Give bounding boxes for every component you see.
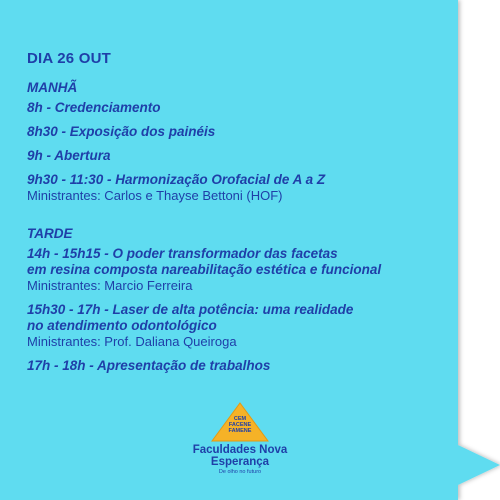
schedule-item [27,246,447,294]
schedule-item [27,358,447,374]
schedule-item [27,302,447,350]
school-name-line2: Esperança [210,456,270,468]
ministrantes: Ministrantes: Carlos e Thayse Bettoni (HOF) [27,188,283,203]
schedule-item [27,148,447,164]
schedule-item [27,124,447,140]
afternoon-label: TARDE [27,226,73,241]
schedule-item [27,100,447,116]
ministrantes: Ministrantes: Marcio Ferreira [27,278,193,293]
triangle-logo-icon [210,402,270,442]
item-title: 9h30 - 11:30 - Harmonização Orofacial de A a Z [27,172,326,187]
triangle-line: CEM [233,416,247,422]
triangle-text [210,416,270,434]
item-title-line2: em resina composta nareabilitação estética e funcional [27,262,382,277]
school-logo [170,402,310,475]
item-title: 9h - Abertura [27,148,111,163]
item-title-line2: no atendimento odontológico [27,318,217,333]
item-title: 17h - 18h - Apresentação de trabalhos [27,358,271,373]
item-title-line1: 14h - 15h15 - O poder transformador das facetas [27,246,338,261]
ministrantes: Ministrantes: Prof. Daliana Queiroga [27,334,237,349]
schedule [27,50,447,382]
day-heading: DIA 26 OUT [27,50,111,67]
item-title: 8h30 - Exposição dos painéis [27,124,216,139]
morning-label: MANHÃ [27,80,78,95]
item-title-line1: 15h30 - 17h - Laser de alta potência: uma realidade [27,302,354,317]
school-name-line1: Faculdades Nova [192,444,288,456]
schedule-item [27,172,447,204]
triangle-line: FAMENE [228,428,252,434]
item-title: 8h - Credenciamento [27,100,161,115]
school-tagline: De olho no futuro [218,469,262,475]
triangle-line: FACENE [228,422,252,428]
